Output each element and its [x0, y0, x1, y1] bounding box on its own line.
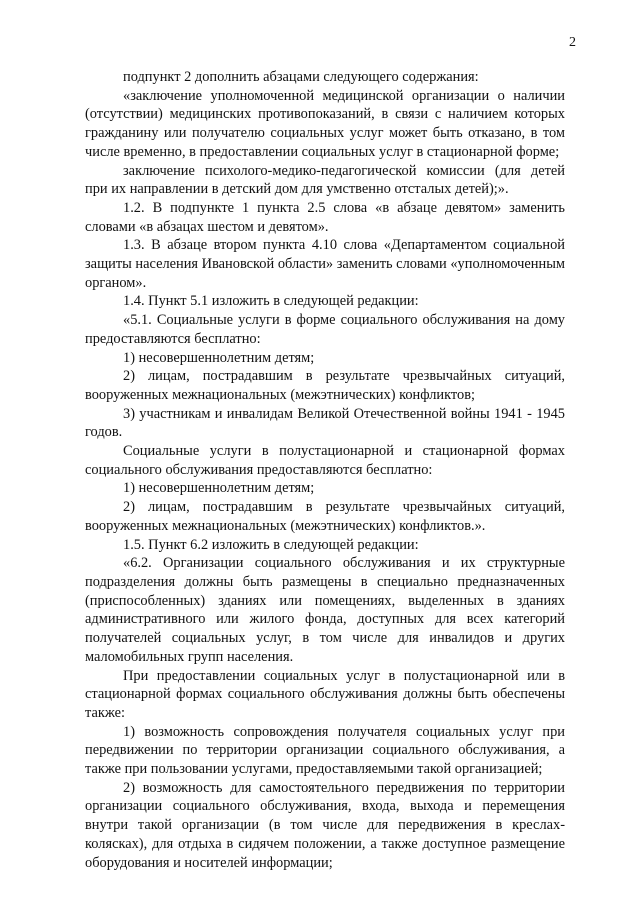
- paragraph: Социальные услуги в полустационарной и стационарной формах социального обслуживания предоставляются бесплатно:: [85, 443, 565, 478]
- paragraph: «заключение уполномоченной медицинской организации о наличии (отсутствии) медицинских противопоказаний, в связи с наличием которых гражданину или получателю социальных услуг может быть отказано, в том числе временно, в предоставлении социальных услуг в стационарной форме;: [85, 87, 565, 160]
- page-number: 2: [569, 35, 576, 50]
- paragraph: заключение психолого-медико-педагогической комиссии (для детей при их направлении в детский дом для умственно отсталых детей);».: [85, 162, 565, 198]
- paragraph: 2) лицам, пострадавшим в результате чрезвычайных ситуаций, вооруженных межнациональных (межэтнических) конфликтов.».: [85, 499, 565, 534]
- document-body: [85, 68, 565, 872]
- paragraph: 1.4. Пункт 5.1 изложить в следующей редакции:: [123, 293, 419, 310]
- paragraph: «5.1. Социальные услуги в форме социального обслуживания на дому предоставляются бесплатно:: [85, 312, 565, 347]
- paragraph: 3) участникам и инвалидам Великой Отечественной войны 1941 - 1945 годов.: [85, 405, 565, 441]
- paragraph: При предоставлении социальных услуг в полустационарной или в стационарной формах социального обслуживания должны быть обеспечены также:: [85, 667, 565, 721]
- paragraph: «6.2. Организации социального обслуживания и их структурные подразделения должны быть размещены в специально предназначенных (приспособленных) зданиях или помещениях, выделенных в зданиях административного или жилого фонда, доступных для всех категорий получателей социальных услуг, в том числе для инвалидов и других маломобильных групп населения.: [85, 555, 565, 665]
- paragraph: 1) возможность сопровождения получателя социальных услуг при передвижении по территории организации социального обслуживания, а также при пользовании услугами, предоставляемыми такой организацией;: [85, 723, 565, 778]
- paragraph: 2) лицам, пострадавшим в результате чрезвычайных ситуаций, вооруженных межнациональных (межэтнических) конфликтов;: [85, 368, 565, 403]
- paragraph: 1.5. Пункт 6.2 изложить в следующей редакции:: [123, 536, 419, 553]
- paragraph: подпункт 2 дополнить абзацами следующего содержания:: [123, 69, 479, 85]
- paragraph: 2) возможность для самостоятельного передвижения по территории организации социального обслуживания, входа, выхода и перемещения внутри такой организации (в том числе для передвижения в креслах-колясках), для отдыха в сидячем положении, а также доступное размещение оборудования и носителей информации;: [85, 779, 565, 871]
- paragraph: 1.2. В подпункте 1 пункта 2.5 слова «в абзаце девятом» заменить словами «в абзацах шестом и девятом».: [85, 199, 565, 235]
- paragraph: 1) несовершеннолетним детям;: [123, 480, 315, 497]
- paragraph: 1.3. В абзаце втором пункта 4.10 слова «Департаментом социальной защиты населения Ивановской области» заменить словами «уполномоченным органом».: [85, 237, 565, 291]
- paragraph: 1) несовершеннолетним детям;: [123, 349, 315, 366]
